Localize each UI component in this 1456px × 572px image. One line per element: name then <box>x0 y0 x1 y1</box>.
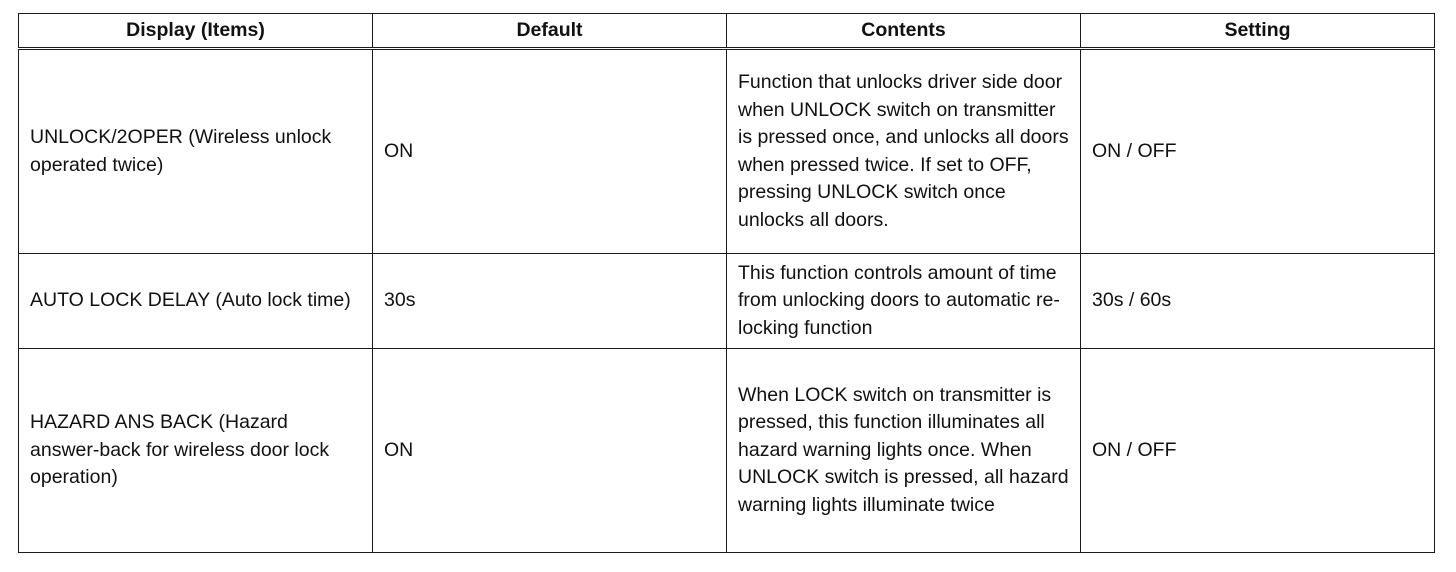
table-row <box>19 254 1435 349</box>
contents-cell: Function that unlocks driver side door when UNLOCK switch on transmitter is pressed once, and unlocks all doors when pressed twice. If set to OFF, pressing UNLOCK switch once unlocks all doors. <box>727 49 1081 254</box>
display-cell: UNLOCK/2OPER (Wireless unlock operated twice) <box>19 49 373 254</box>
header-contents: Contents <box>727 14 1081 49</box>
setting-cell: 30s / 60s <box>1081 254 1435 349</box>
settings-table <box>18 13 1435 553</box>
header-row <box>19 14 1435 49</box>
setting-cell: ON / OFF <box>1081 49 1435 254</box>
display-cell: HAZARD ANS BACK (Hazard answer-back for wireless door lock operation) <box>19 349 373 553</box>
default-cell: 30s <box>373 254 727 349</box>
setting-cell: ON / OFF <box>1081 349 1435 553</box>
header-display-items: Display (Items) <box>19 14 373 49</box>
contents-cell: When LOCK switch on transmitter is pressed, this function illuminates all hazard warning lights once. When UNLOCK switch is pressed, all hazard warning lights illuminate twice <box>727 349 1081 553</box>
default-cell: ON <box>373 49 727 254</box>
header-default: Default <box>373 14 727 49</box>
table-row <box>19 349 1435 553</box>
contents-cell: This function controls amount of time from unlocking doors to automatic re-locking function <box>727 254 1081 349</box>
table-row <box>19 49 1435 254</box>
header-setting: Setting <box>1081 14 1435 49</box>
display-cell: AUTO LOCK DELAY (Auto lock time) <box>19 254 373 349</box>
default-cell: ON <box>373 349 727 553</box>
